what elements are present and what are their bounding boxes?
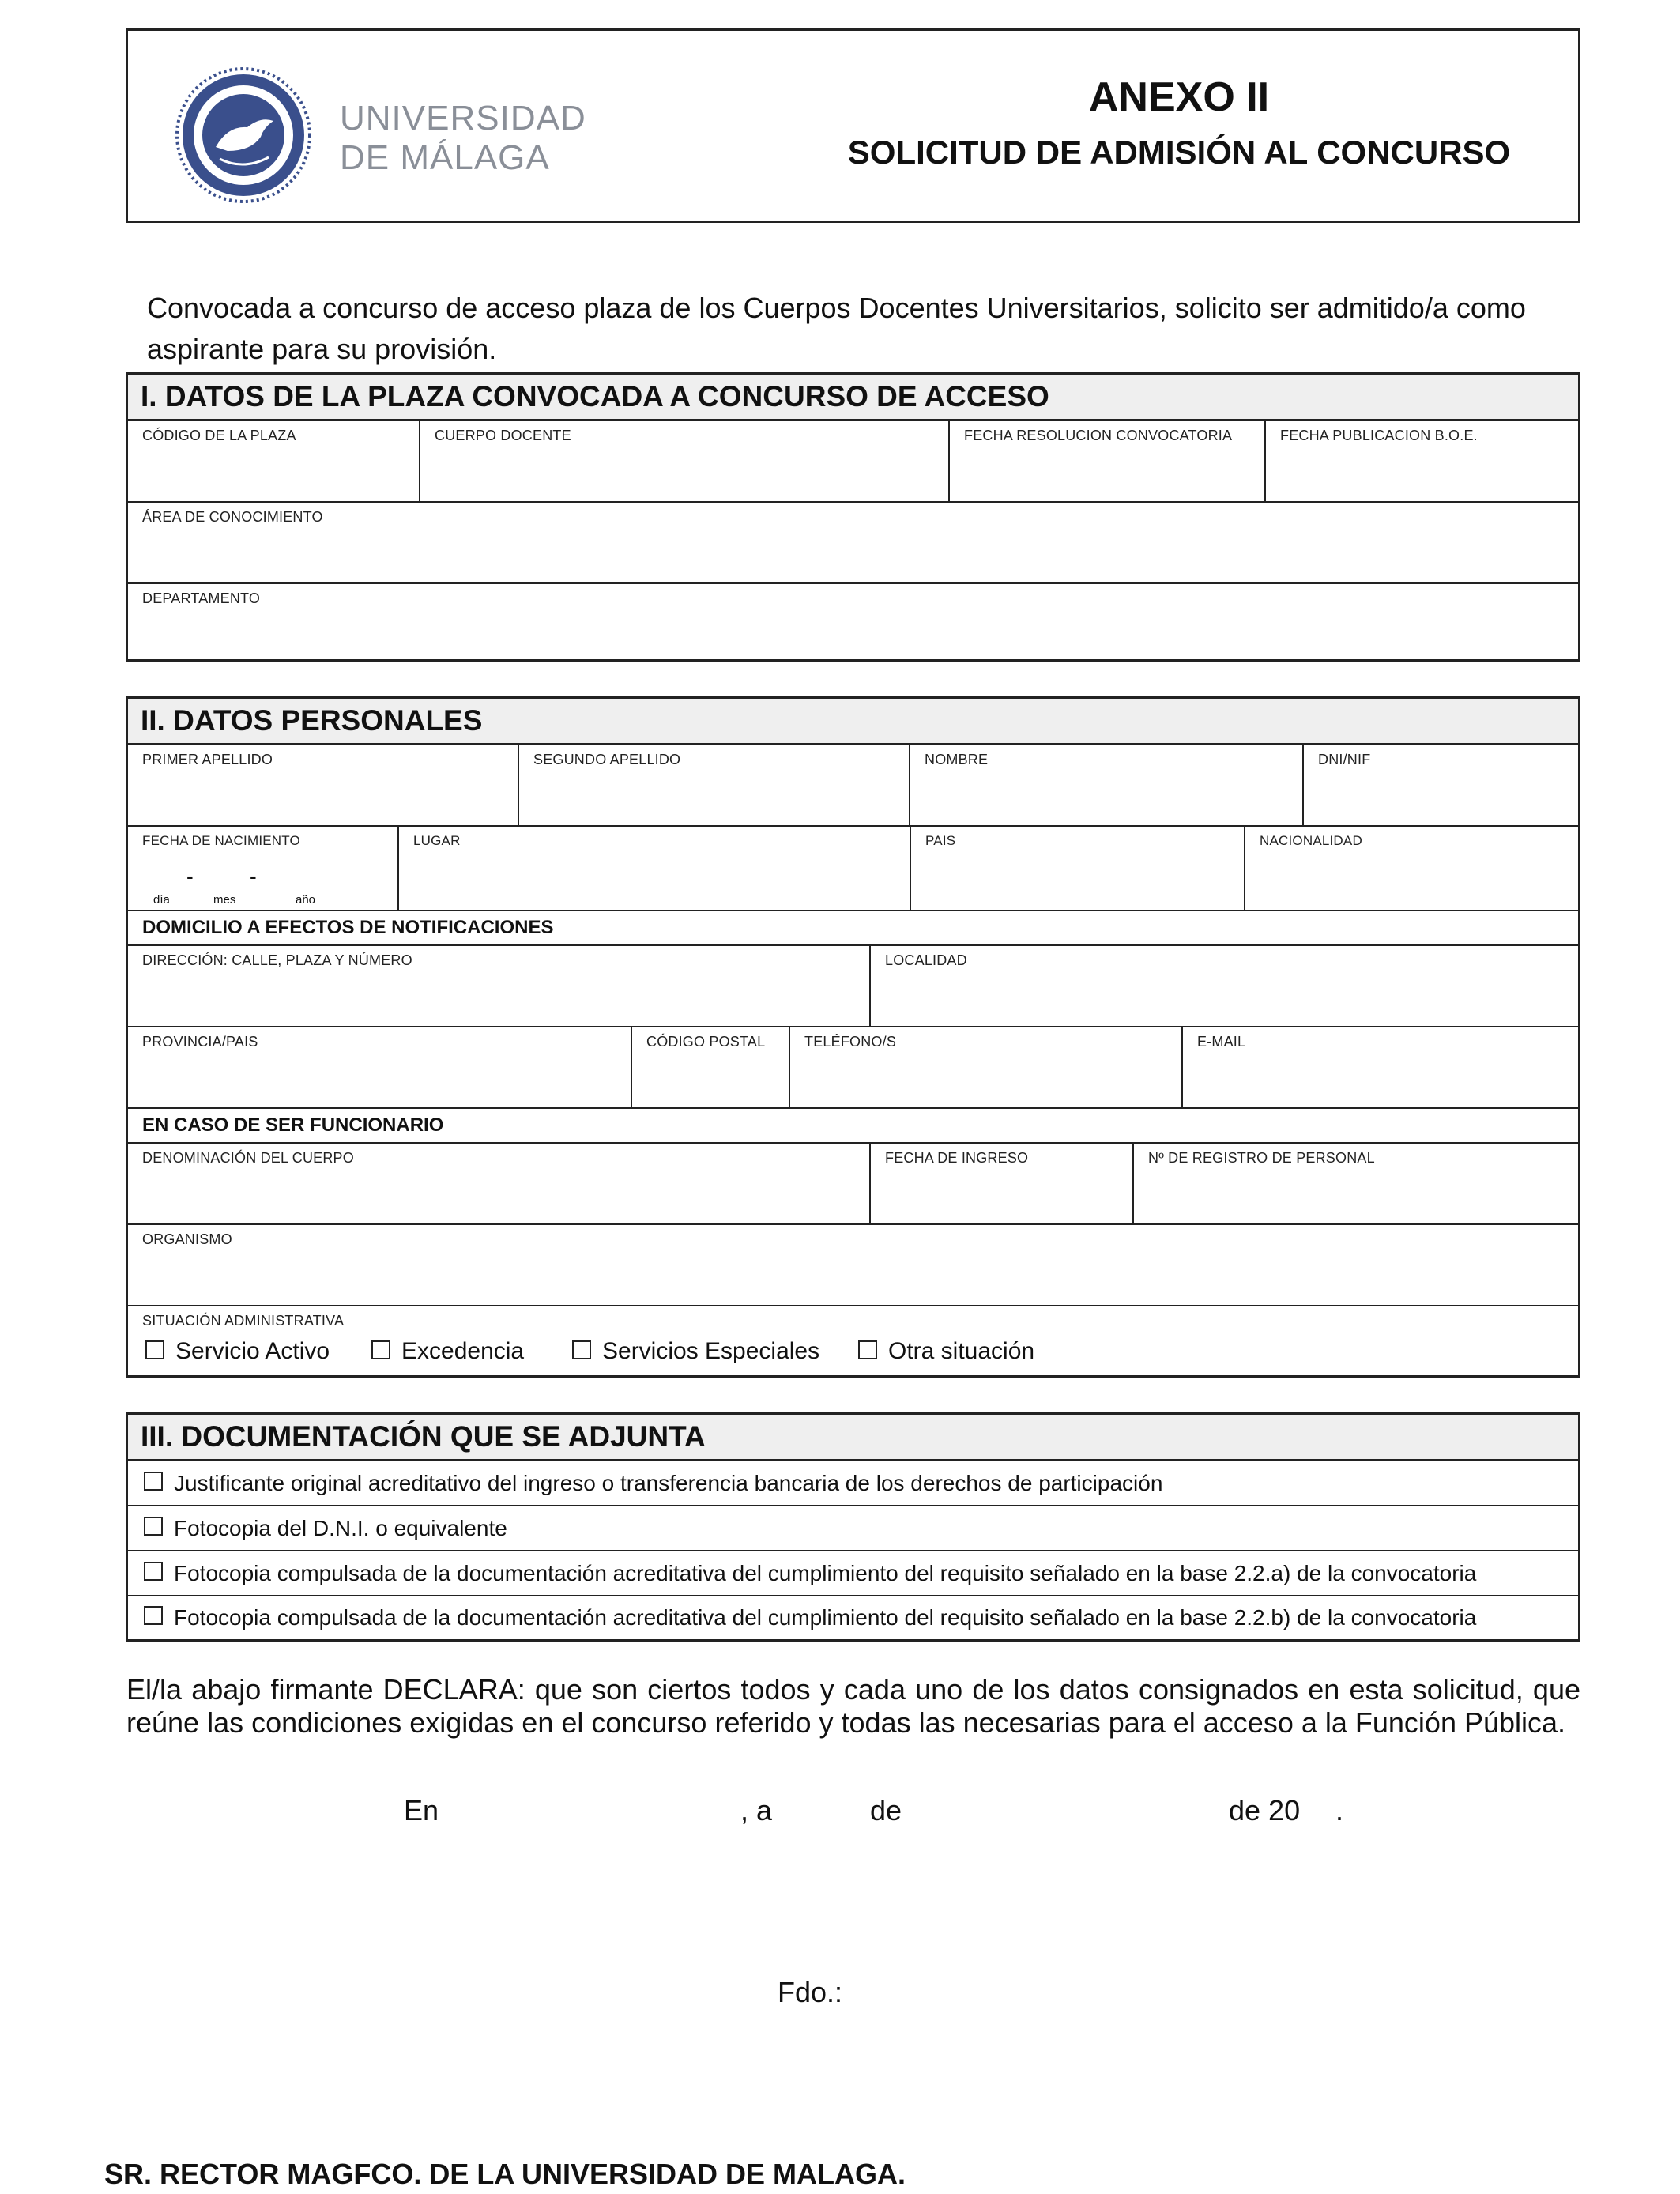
mes-label: mes <box>213 893 236 907</box>
intro-text: Convocada a concurso de acceso plaza de los Cuerpos Docentes Universitarios, solicito ser admitido/a como aspirante para su provisión. <box>147 292 1526 365</box>
place-de: de <box>870 1794 902 1826</box>
organismo-field[interactable]: ORGANISMO <box>128 1225 1578 1306</box>
doc-justificante-checkbox[interactable]: Justificante original acreditativo del ingreso o transferencia bancaria de los derechos de participación <box>128 1461 1578 1506</box>
funcionario-title: EN CASO DE SER FUNCIONARIO <box>128 1109 1578 1144</box>
situacion-administrativa: SITUACIÓN ADMINISTRATIVA Servicio Activo Excedencia Servicios Especiales Otra situación <box>142 1313 1035 1364</box>
area-conocimiento-field[interactable]: ÁREA DE CONOCIMIENTO <box>128 503 1578 584</box>
signature-label: Fdo.: <box>778 1976 843 2008</box>
nombre-field[interactable]: NOMBRE <box>910 745 1304 825</box>
place-de20: de 20 <box>1229 1794 1301 1826</box>
day-blank[interactable] <box>782 1789 861 1827</box>
fecha-nacimiento-field[interactable]: FECHA DE NACIMIENTO - - día mes año <box>128 827 399 910</box>
denominacion-cuerpo-field[interactable]: DENOMINACIÓN DEL CUERPO <box>128 1144 871 1223</box>
checkbox-icon <box>144 1517 163 1536</box>
place-a: , a <box>740 1794 773 1826</box>
checkbox-icon <box>144 1606 163 1625</box>
section-plaza <box>126 372 1580 662</box>
provincia-field[interactable]: PROVINCIA/PAIS <box>128 1027 632 1107</box>
localidad-field[interactable]: LOCALIDAD <box>885 952 967 968</box>
month-blank[interactable] <box>917 1789 1217 1827</box>
place-en: En <box>404 1794 439 1826</box>
primer-apellido-field[interactable]: PRIMER APELLIDO <box>128 745 519 825</box>
checkbox-icon <box>144 1562 163 1581</box>
lugar-field[interactable]: LUGAR <box>399 827 911 910</box>
annex-title: ANEXO II <box>1088 74 1270 120</box>
place-period: . <box>1335 1794 1344 1826</box>
university-name-line2: DE MÁLAGA <box>340 138 550 177</box>
checkbox-icon <box>572 1340 591 1359</box>
section-personal-title: II. DATOS PERSONALES <box>128 699 1578 745</box>
anio-label: año <box>296 893 316 907</box>
section-documentacion-title: III. DOCUMENTACIÓN QUE SE ADJUNTA <box>128 1415 1578 1461</box>
addressee: SR. RECTOR MAGFCO. DE LA UNIVERSIDAD DE MALAGA. <box>104 2158 906 2190</box>
form-subtitle: SOLICITUD DE ADMISIÓN AL CONCURSO <box>847 134 1511 171</box>
codigo-plaza-field[interactable]: CÓDIGO DE LA PLAZA <box>128 421 420 501</box>
fecha-boe-field[interactable]: FECHA PUBLICACION B.O.E. <box>1280 428 1478 443</box>
dia-label: día <box>153 893 170 907</box>
section-documentacion <box>126 1412 1580 1642</box>
declaration-text: El/la abajo firmante DECLARA: que son ciertos todos y cada uno de los datos consignados en esta solicitud, que reúne las condiciones exigidas en el concurso referido y todas las necesarias para el acceso a la Función Pública. <box>126 1673 1580 1739</box>
doc-dni-checkbox[interactable]: Fotocopia del D.N.I. o equivalente <box>128 1506 1578 1551</box>
date-separator: - <box>186 865 194 888</box>
checkbox-icon <box>371 1340 390 1359</box>
direccion-field[interactable]: DIRECCIÓN: CALLE, PLAZA Y NÚMERO <box>128 946 871 1026</box>
excedencia-checkbox[interactable]: Excedencia <box>371 1338 524 1365</box>
nacionalidad-field[interactable]: NACIONALIDAD <box>1260 833 1362 848</box>
place-date-blank[interactable] <box>452 1789 736 1827</box>
domicilio-title: DOMICILIO A EFECTOS DE NOTIFICACIONES <box>128 911 1578 946</box>
registro-personal-field[interactable]: Nº DE REGISTRO DE PERSONAL <box>1148 1150 1375 1166</box>
servicio-activo-checkbox[interactable]: Servicio Activo <box>145 1338 330 1365</box>
cuerpo-docente-field[interactable]: CUERPO DOCENTE <box>420 421 950 501</box>
otra-situacion-checkbox[interactable]: Otra situación <box>858 1338 1034 1365</box>
fecha-resolucion-field[interactable]: FECHA RESOLUCION CONVOCATORIA <box>950 421 1266 501</box>
signature-area[interactable] <box>846 1960 1320 2031</box>
checkbox-icon <box>858 1340 877 1359</box>
doc-requisito-a-checkbox[interactable]: Fotocopia compulsada de la documentación acreditativa del cumplimiento del requisito señalado en la base 2.2.a) de la convocatoria <box>128 1551 1578 1596</box>
fecha-ingreso-field[interactable]: FECHA DE INGRESO <box>871 1144 1134 1223</box>
year-blank[interactable] <box>1305 1789 1337 1827</box>
section-personal <box>126 696 1580 1378</box>
telefono-field[interactable]: TELÉFONO/S <box>790 1027 1183 1107</box>
email-field[interactable]: E-MAIL <box>1197 1034 1246 1050</box>
dni-field[interactable]: DNI/NIF <box>1318 752 1371 767</box>
codigo-postal-field[interactable]: CÓDIGO POSTAL <box>632 1027 790 1107</box>
checkbox-icon <box>145 1340 164 1359</box>
checkbox-icon <box>144 1472 163 1491</box>
doc-requisito-b-checkbox[interactable]: Fotocopia compulsada de la documentación acreditativa del cumplimiento del requisito señalado en la base 2.2.b) de la convocatoria <box>128 1596 1578 1639</box>
pais-field[interactable]: PAIS <box>911 827 1245 910</box>
university-name-line1: UNIVERSIDAD <box>340 99 586 138</box>
date-separator: - <box>250 865 257 888</box>
segundo-apellido-field[interactable]: SEGUNDO APELLIDO <box>519 745 910 825</box>
header-box <box>126 28 1580 223</box>
departamento-field[interactable]: DEPARTAMENTO <box>142 590 261 606</box>
section-plaza-title: I. DATOS DE LA PLAZA CONVOCADA A CONCURSO DE ACCESO <box>128 375 1578 421</box>
servicios-especiales-checkbox[interactable]: Servicios Especiales <box>572 1338 819 1365</box>
university-seal-icon <box>172 64 315 206</box>
